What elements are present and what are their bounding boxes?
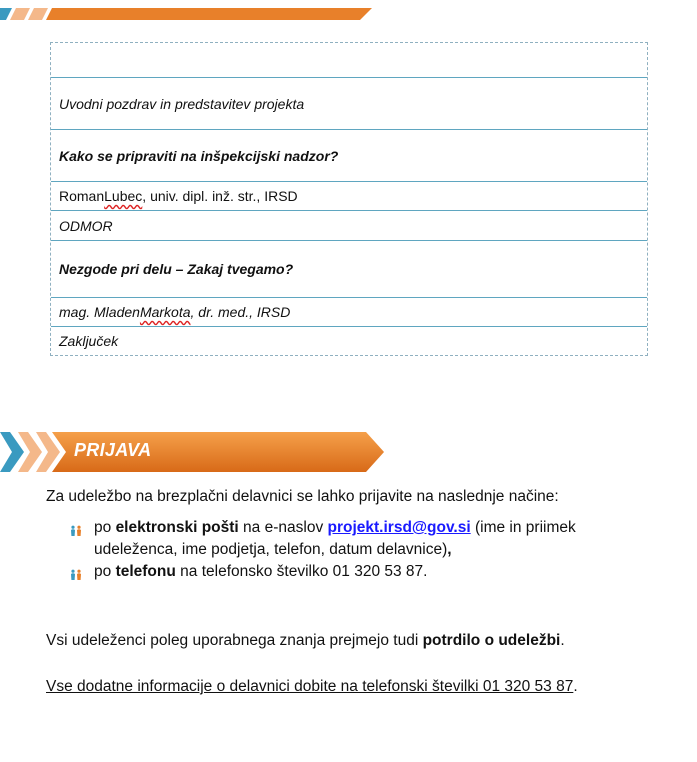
section-title: PRIJAVA	[74, 440, 152, 460]
agenda-row-welcome: Uvodni pozdrav in predstavitev projekta	[51, 77, 647, 129]
spellcheck-name: Lubec	[104, 188, 143, 204]
info-text: Vse dodatne informacije o delavnici dobite na telefonski številki 01 320 53 87.	[46, 678, 578, 695]
section-header-banner	[0, 432, 385, 472]
people-bullet-icon	[70, 561, 94, 588]
list-item-email: po elektronski pošti na e-naslov projekt.irsd@gov.si (ime in priimek udeleženca, ime podjetja, telefon, datum delavnice),	[70, 517, 660, 561]
intro-text: Za udeležbo na brezplačni delavnici se lahko prijavite na naslednje načine:	[46, 488, 559, 505]
agenda-row-speaker-1: Roman Lubec , univ. dipl. inž. str., IRSD	[51, 181, 647, 210]
certificate-text: Vsi udeleženci poleg uporabnega znanja prejmejo tudi potrdilo o udeležbi.	[46, 632, 565, 649]
agenda-row-break: ODMOR	[51, 210, 647, 240]
agenda-row-topic-inspection: Kako se pripraviti na inšpekcijski nadzor?	[51, 129, 647, 181]
people-bullet-icon	[70, 517, 94, 561]
top-decorative-banner	[0, 8, 380, 20]
list-item-phone: po telefonu na telefonsko številko 01 320 53 87.	[70, 561, 660, 588]
spellcheck-name: Markota	[139, 304, 191, 320]
agenda-row-topic-accidents: Nezgode pri delu – Zakaj tvegamo?	[51, 240, 647, 297]
agenda-row-empty	[51, 43, 647, 77]
agenda-table	[50, 42, 648, 356]
registration-options-list	[70, 517, 660, 588]
agenda-row-closing: Zaključek	[51, 326, 647, 355]
email-link[interactable]: projekt.irsd@gov.si	[327, 519, 471, 536]
agenda-row-speaker-2: mag. Mladen Markota , dr. med., IRSD	[51, 297, 647, 326]
